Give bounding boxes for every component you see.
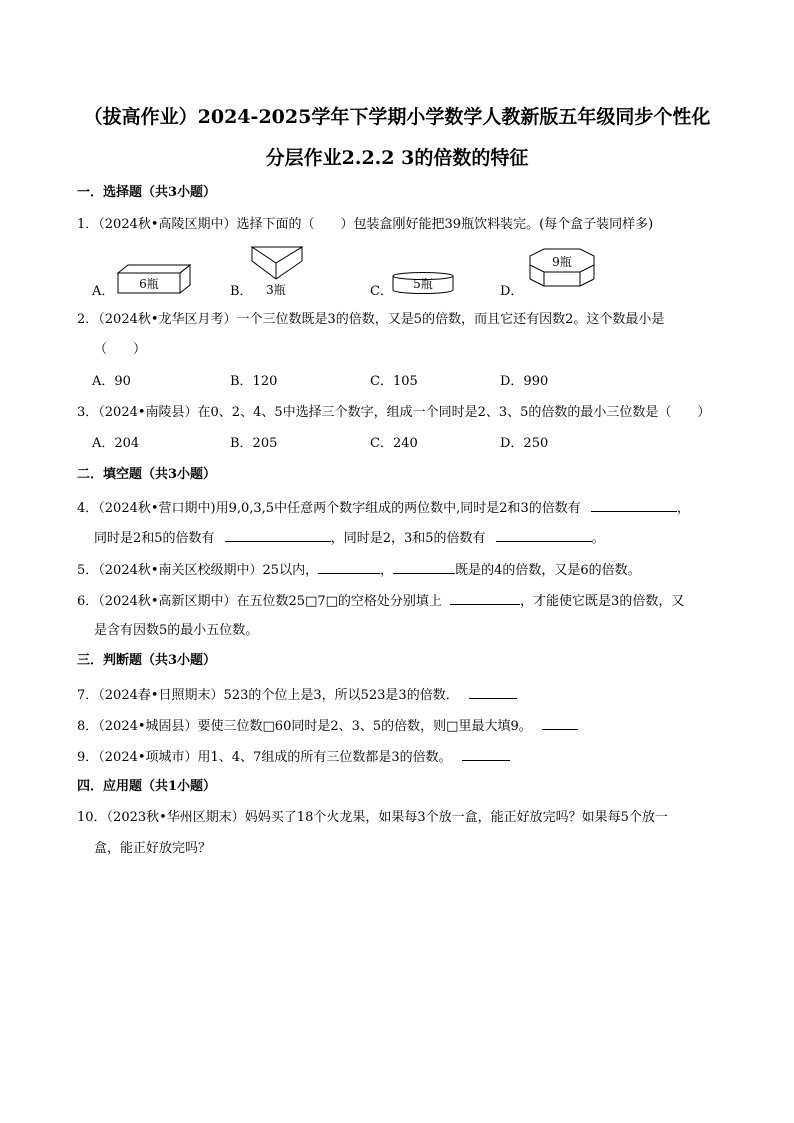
- q7-answer-blank[interactable]: [469, 685, 517, 699]
- question-4-line-1: [77, 498, 690, 518]
- title-line-1: （拔高作业）2024-2025学年下学期小学数学人教新版五年级同步个性化: [83, 106, 711, 128]
- q1-box-d-icon: [522, 245, 602, 295]
- question-8-text: 8．（2024•城固县）要使三位数□60同时是2、3、5的倍数，则□里最大填9。: [77, 719, 532, 734]
- q3-option-c: C．240: [370, 436, 418, 451]
- q1-box-b-label: 3瓶: [266, 283, 286, 297]
- q2-option-a: A．90: [92, 374, 131, 389]
- q4-answer-blank-3[interactable]: [496, 528, 592, 542]
- q1-box-a-icon: [114, 261, 194, 297]
- section-heading-judge: 三．判断题（共3小题）: [77, 653, 217, 668]
- question-9-text: 9．（2024•项城市）用1、4、7组成的所有三位数都是3的倍数。: [77, 750, 452, 765]
- question-4-text-b1: 同时是2和5的倍数有: [94, 531, 215, 546]
- question-4-text-b2: ，同时是2，3和5的倍数有: [330, 531, 486, 546]
- q1-option-a-label: A．: [92, 284, 115, 299]
- q3-option-d: D．250: [500, 436, 549, 451]
- question-1-text: 1．（2024秋•高陵区期中）选择下面的（ ）包装盒刚好能把39瓶饮料装完。(每个盒子装同样多): [77, 217, 654, 232]
- question-6-text-b: ，才能使它既是3的倍数，又: [520, 594, 685, 609]
- question-9-line: [77, 747, 510, 767]
- question-2-text: 2．（2024秋•龙华区月考）一个三位数既是3的倍数，又是5的倍数，而且它还有因数2。这个数最小是: [77, 312, 665, 327]
- section-heading-application: 四．应用题（共1小题）: [77, 779, 217, 794]
- question-2-text-cont: （ ）: [94, 342, 147, 357]
- q1-option-c-label: C．: [370, 284, 393, 299]
- question-5-line: [77, 560, 641, 580]
- q1-box-c-icon: [390, 270, 456, 298]
- q1-box-c-label: 5瓶: [413, 277, 433, 291]
- q4-comma: ，: [676, 501, 690, 516]
- question-3-text: 3．（2024•南陵县）在0、2、4、5中选择三个数字，组成一个同时是2、3、5的倍数的最小三位数是（ ）: [77, 405, 711, 420]
- q6-answer-blank[interactable]: [450, 591, 520, 605]
- question-10-text-b: 盒，能正好放完吗？: [94, 841, 212, 856]
- question-5-text-c: 既是的4的倍数，又是6的倍数。: [455, 563, 641, 578]
- q2-option-c: C．105: [370, 374, 418, 389]
- q1-box-b-icon: [248, 241, 308, 299]
- q5-answer-blank-1[interactable]: [318, 560, 380, 574]
- section-heading-choice: 一．选择题（共3小题）: [77, 185, 217, 200]
- question-4-text-b3: 。: [591, 531, 605, 546]
- question-5-text-b: ，: [380, 563, 394, 578]
- q4-answer-blank-1[interactable]: [591, 498, 677, 512]
- question-6-line-1: [77, 591, 684, 611]
- q8-answer-blank[interactable]: [542, 716, 578, 730]
- question-5-text-a: 5．（2024秋•南关区校级期中）25以内，: [77, 563, 319, 578]
- question-4-text: 4．（2024秋•营口期中)用9,0,3,5中任意两个数字组成的两位数中,同时是2和3的倍数有: [77, 501, 581, 516]
- title-line-2: 分层作业2.2.2 3的倍数的特征: [265, 147, 529, 169]
- q3-option-a: A．204: [92, 436, 140, 451]
- question-10-text-a: 10．（2023秋•华州区期末）妈妈买了18个火龙果，如果每3个放一盒，能正好放完吗？如果每5个放一: [77, 810, 668, 825]
- q2-option-d: D．990: [500, 374, 549, 389]
- q1-box-a-label: 6瓶: [139, 277, 159, 291]
- q5-answer-blank-2[interactable]: [393, 560, 455, 574]
- question-8-line: [77, 716, 578, 736]
- question-6-text-a: 6．（2024秋•高新区期中）在五位数25□7□的空格处分别填上: [77, 594, 442, 609]
- section-heading-fill: 二．填空题（共3小题）: [77, 467, 217, 482]
- q1-option-b-label: B．: [230, 284, 253, 299]
- q4-answer-blank-2[interactable]: [225, 528, 331, 542]
- question-7-text: 7．（2024春•日照期末）523的个位上是3，所以523是3的倍数．: [77, 688, 459, 703]
- q9-answer-blank[interactable]: [462, 747, 510, 761]
- question-4-line-2: [94, 528, 605, 548]
- question-7-line: [77, 685, 517, 705]
- q2-option-b: B．120: [230, 374, 278, 389]
- q3-option-b: B．205: [230, 436, 278, 451]
- q1-box-d-label: 9瓶: [552, 255, 572, 269]
- q1-option-d-label: D．: [500, 284, 524, 299]
- question-6-line-2: 是含有因数5的最小五位数。: [94, 623, 259, 638]
